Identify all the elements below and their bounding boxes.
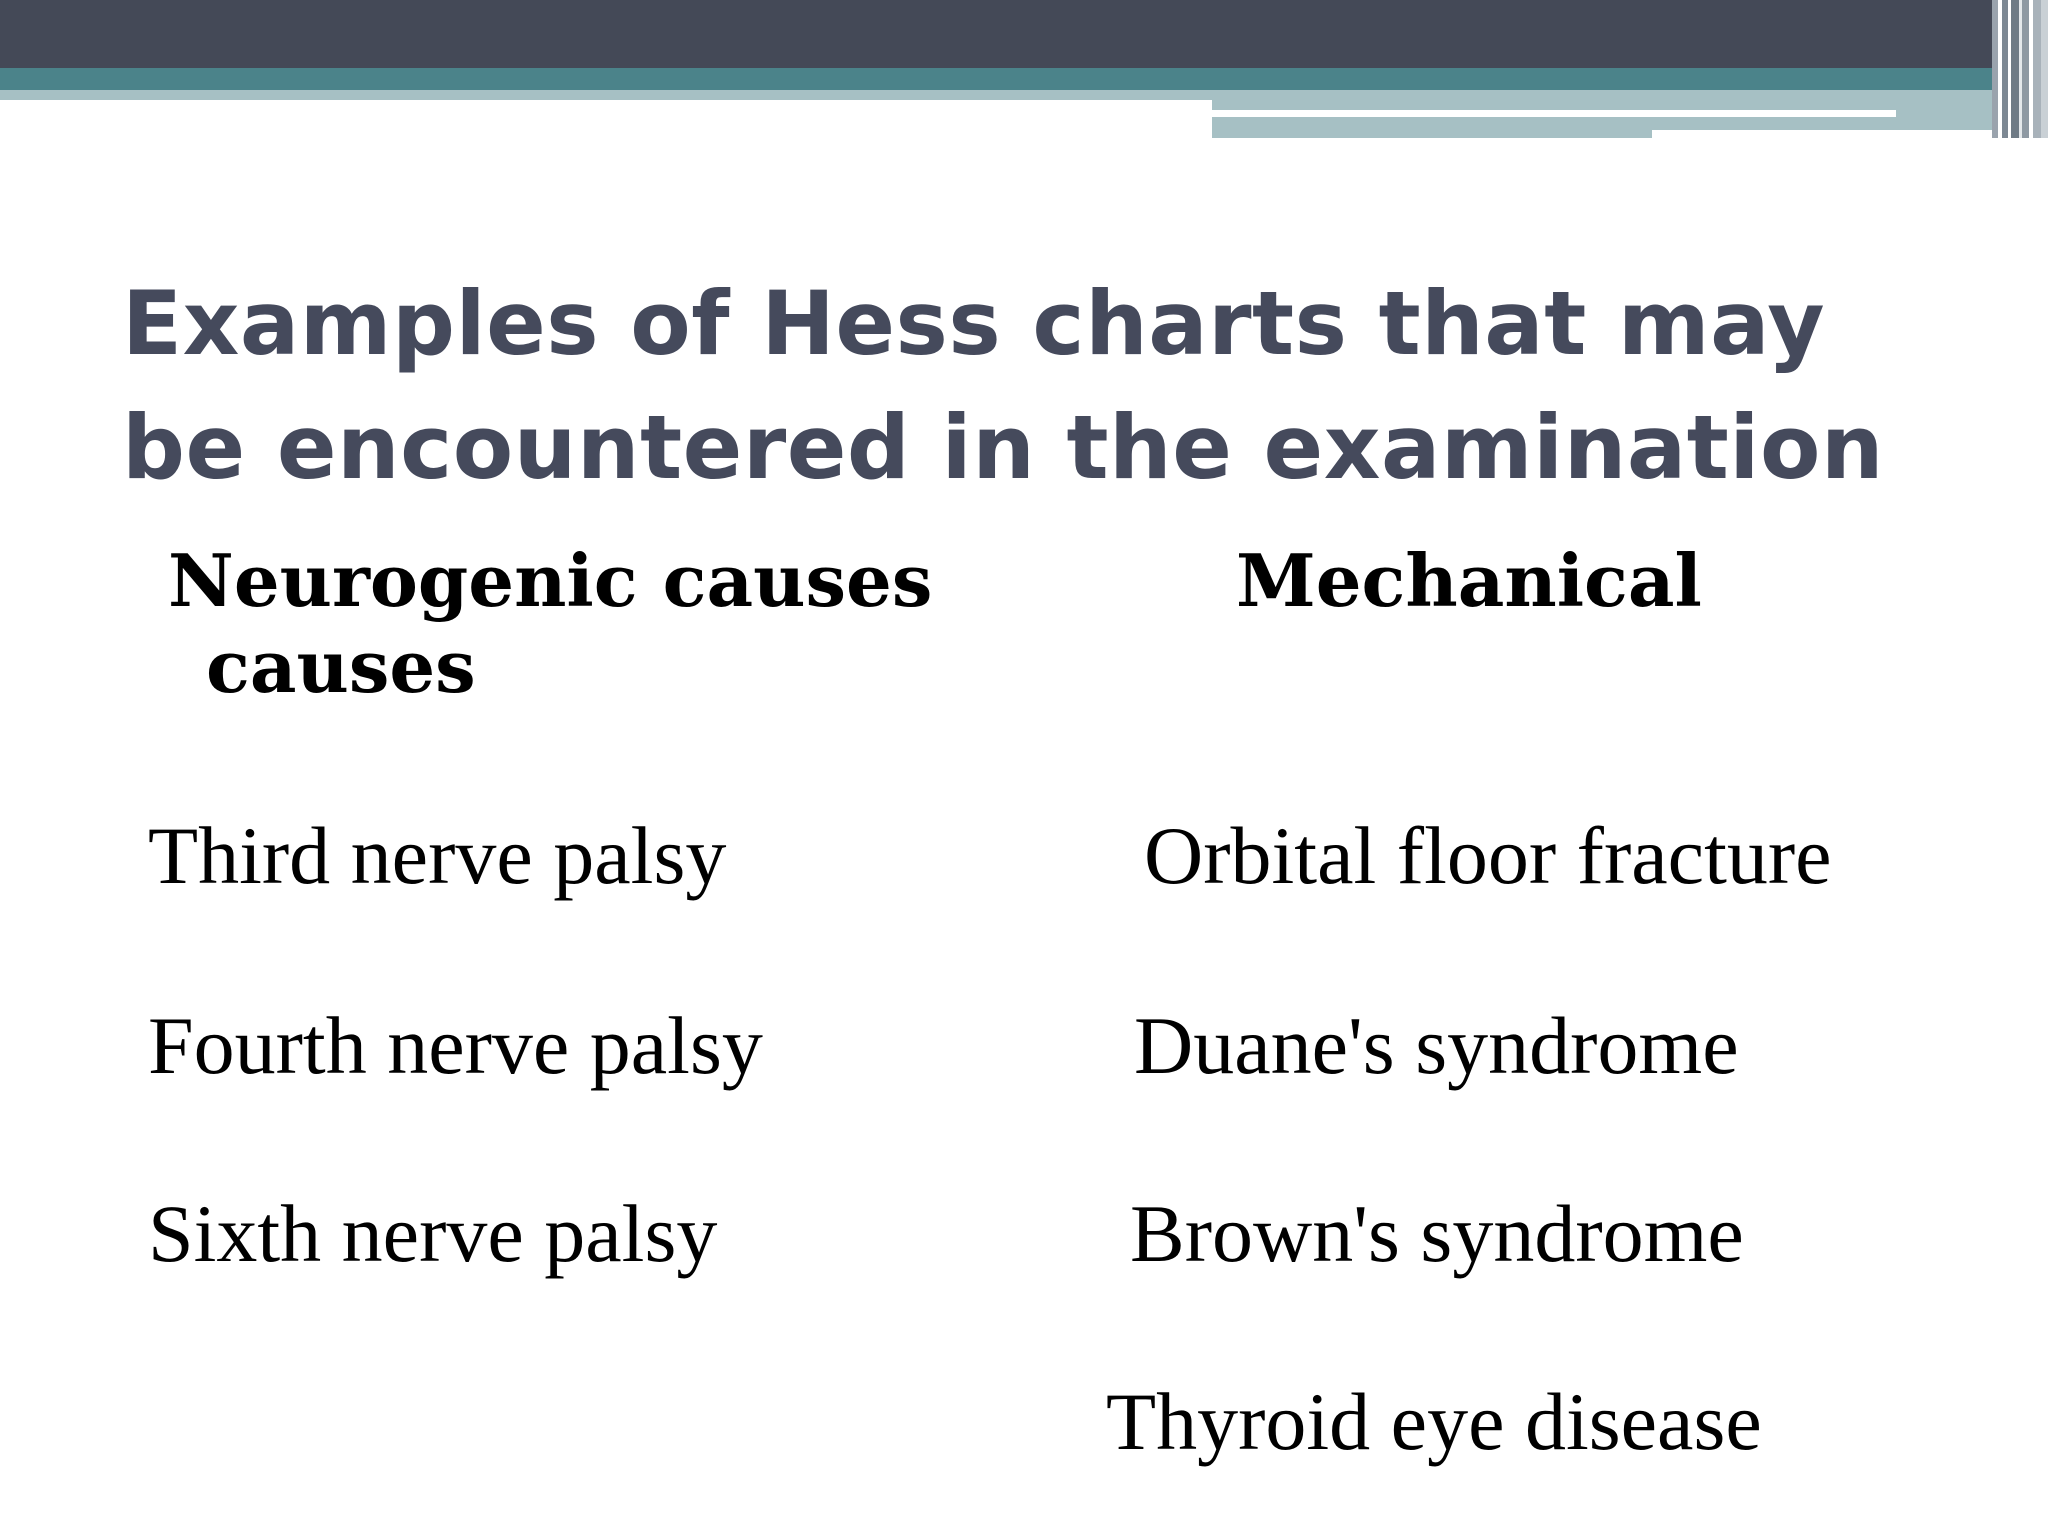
neurogenic-heading [168, 538, 1008, 710]
list-item-thyroid-eye-disease: Thyroid eye disease [1106, 1376, 1762, 1467]
list-item-sixth-nerve-palsy: Sixth nerve palsy [148, 1188, 718, 1279]
slide-title: Examples of Hess charts that may be encountered in the examination [122, 272, 1885, 499]
neurogenic-heading-line2: causes [206, 624, 476, 709]
mechanical-heading: Mechanical [1236, 538, 1702, 623]
list-item-third-nerve-palsy: Third nerve palsy [148, 810, 727, 901]
header-accent-gap [1652, 130, 1992, 138]
header-bar-dark [0, 0, 2048, 68]
list-item-duanes-syndrome: Duane's syndrome [1134, 1000, 1739, 1091]
header-bar-teal [0, 68, 2048, 90]
header-stripes [1992, 0, 2048, 138]
header-bar-pale-left [0, 90, 1212, 100]
list-item-browns-syndrome: Brown's syndrome [1130, 1188, 1744, 1279]
header-accent-line [1212, 110, 1896, 117]
list-item-fourth-nerve-palsy: Fourth nerve palsy [148, 1000, 763, 1091]
neurogenic-heading-line1: Neurogenic causes [168, 538, 933, 623]
list-item-orbital-floor-fracture: Orbital floor fracture [1144, 810, 1832, 901]
